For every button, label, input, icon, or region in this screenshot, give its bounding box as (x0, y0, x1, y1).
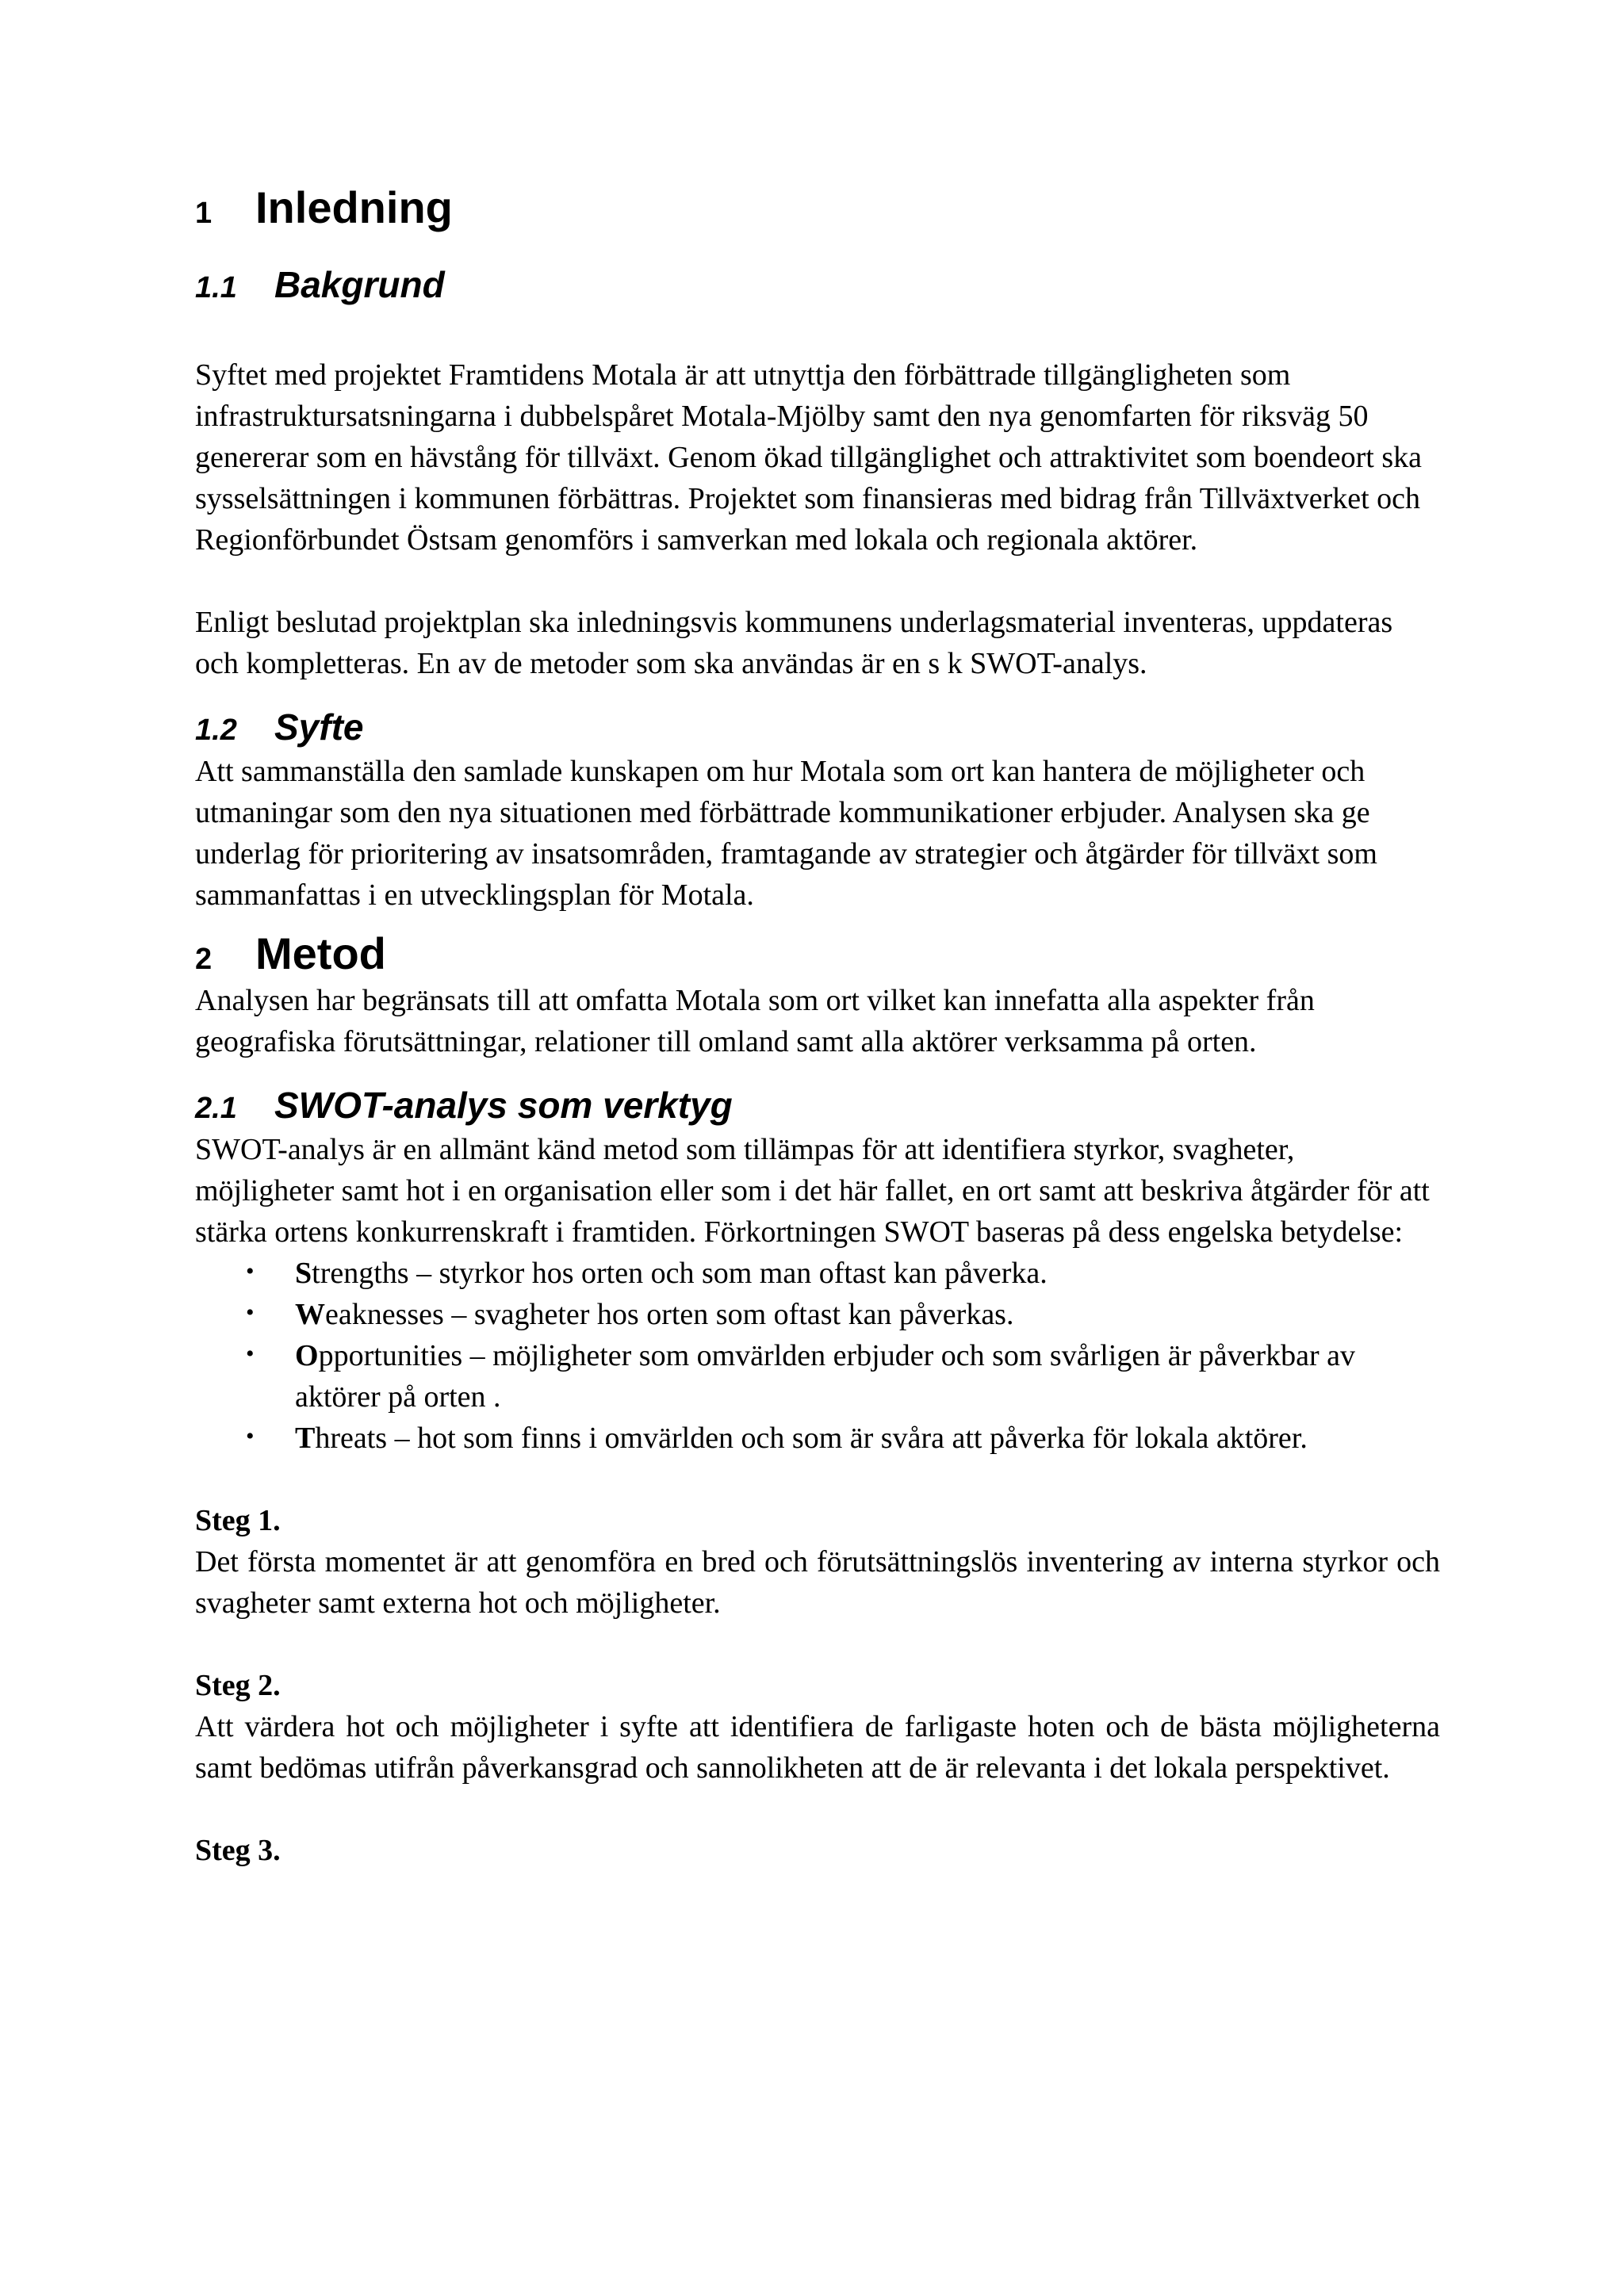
list-item (246, 1294, 1440, 1335)
heading-number: 1.2 (195, 714, 237, 747)
swot-letter: O (295, 1339, 319, 1372)
paragraph-metod: Analysen har begränsats till att omfatta Motala som ort vilket kan innefatta alla aspekter från geografiska förutsättningar, relationer till omland samt alla aktörer verksamma på orten. (195, 984, 1315, 1058)
swot-text: pportunities – möjligheter som omvärlden erbjuder och som svårligen är påverkbar av aktörer på orten . (295, 1339, 1356, 1414)
heading-number: 2 (195, 943, 213, 976)
document-page (195, 182, 1440, 1871)
heading-number: 1 (195, 197, 213, 230)
paragraph-swot: SWOT-analys är en allmänt känd metod som tillämpas för att identifiera styrkor, svagheter, möjligheter samt hot i en organisation eller som i det här fallet, en ort samt att beskriva åtgärder för att stärka ortens konkurrenskraft i framtiden. Förkortningen SWOT baseras på dess engelska betydelse: (195, 1133, 1430, 1249)
bullet: • (246, 1258, 255, 1284)
step-text: Att värdera hot och möjligheter i syfte att identifiera de farligaste hoten och de bästa möjligheterna samt bedömas utifrån påverkansgrad och sannolikheten att de är relevanta i det lokala perspektivet. (195, 1710, 1440, 1785)
list-item (246, 1335, 1440, 1418)
step-text: Det första momentet är att genomföra en bred och förutsättningslös inventering av interna styrkor och svagheter samt externa hot och möjligheter. (195, 1545, 1440, 1620)
swot-list (195, 1253, 1440, 1459)
step-label: Steg 3. (195, 1834, 281, 1867)
bullet: • (246, 1341, 255, 1367)
heading-swot (195, 1085, 1440, 1129)
heading-title: Syfte (274, 706, 364, 748)
swot-letter: T (295, 1422, 316, 1455)
step-label: Steg 1. (195, 1504, 281, 1537)
heading-bakgrund (195, 264, 1440, 308)
heading-syfte (195, 706, 1440, 751)
heading-title: Metod (255, 928, 386, 978)
paragraph-bakgrund-1: Syftet med projektet Framtidens Motala är att utnyttja den förbättrade tillgängligheten som infrastruktursatsningarna i dubbelspåret Motala-Mjölby samt den nya genomfarten för riksväg 50 genererar som en hävstång för tillväxt. Genom ökad tillgänglighet och attraktivitet som boendeort ska sysselsättningen i kommunen förbättras. Projektet som finansieras med bidrag från Tillväxtverket och Regionförbundet Östsam genomförs i samverkan med lokala och regionala aktörer. (195, 358, 1423, 557)
swot-text: eaknesses – svagheter hos orten som oftast kan påverkas. (325, 1298, 1014, 1331)
bullet: • (246, 1423, 255, 1449)
paragraph-bakgrund-2: Enligt beslutad projektplan ska inledningsvis kommunens underlagsmaterial inventeras, uppdateras och kompletteras. En av de metoder som ska användas är en s k SWOT-analys. (195, 606, 1393, 680)
swot-text: trengths – styrkor hos orten och som man oftast kan påverka. (312, 1257, 1048, 1290)
swot-letter: W (295, 1298, 325, 1331)
heading-title: Bakgrund (274, 264, 445, 305)
bullet: • (246, 1299, 255, 1326)
swot-text: hreats – hot som finns i omvärlden och som är svåra att påverka för lokala aktörer. (315, 1422, 1308, 1455)
heading-metod (195, 928, 1440, 980)
list-item (246, 1253, 1440, 1294)
paragraph-syfte: Att sammanställa den samlade kunskapen om hur Motala som ort kan hantera de möjligheter och utmaningar som den nya situationen med förbättrade kommunikationer erbjuder. Analysen ska ge underlag för prioritering av insatsområden, framtagande av strategier och åtgärder för tillväxt som sammanfattas i en utvecklingsplan för Motala. (195, 755, 1377, 912)
heading-number: 1.1 (195, 271, 237, 304)
heading-title: Inledning (255, 182, 453, 232)
swot-letter: S (295, 1257, 312, 1290)
heading-number: 2.1 (195, 1092, 237, 1125)
step-label: Steg 2. (195, 1669, 281, 1702)
list-item (246, 1418, 1440, 1459)
heading-inledning (195, 182, 1440, 234)
heading-title: SWOT-analys som verktyg (274, 1085, 733, 1126)
